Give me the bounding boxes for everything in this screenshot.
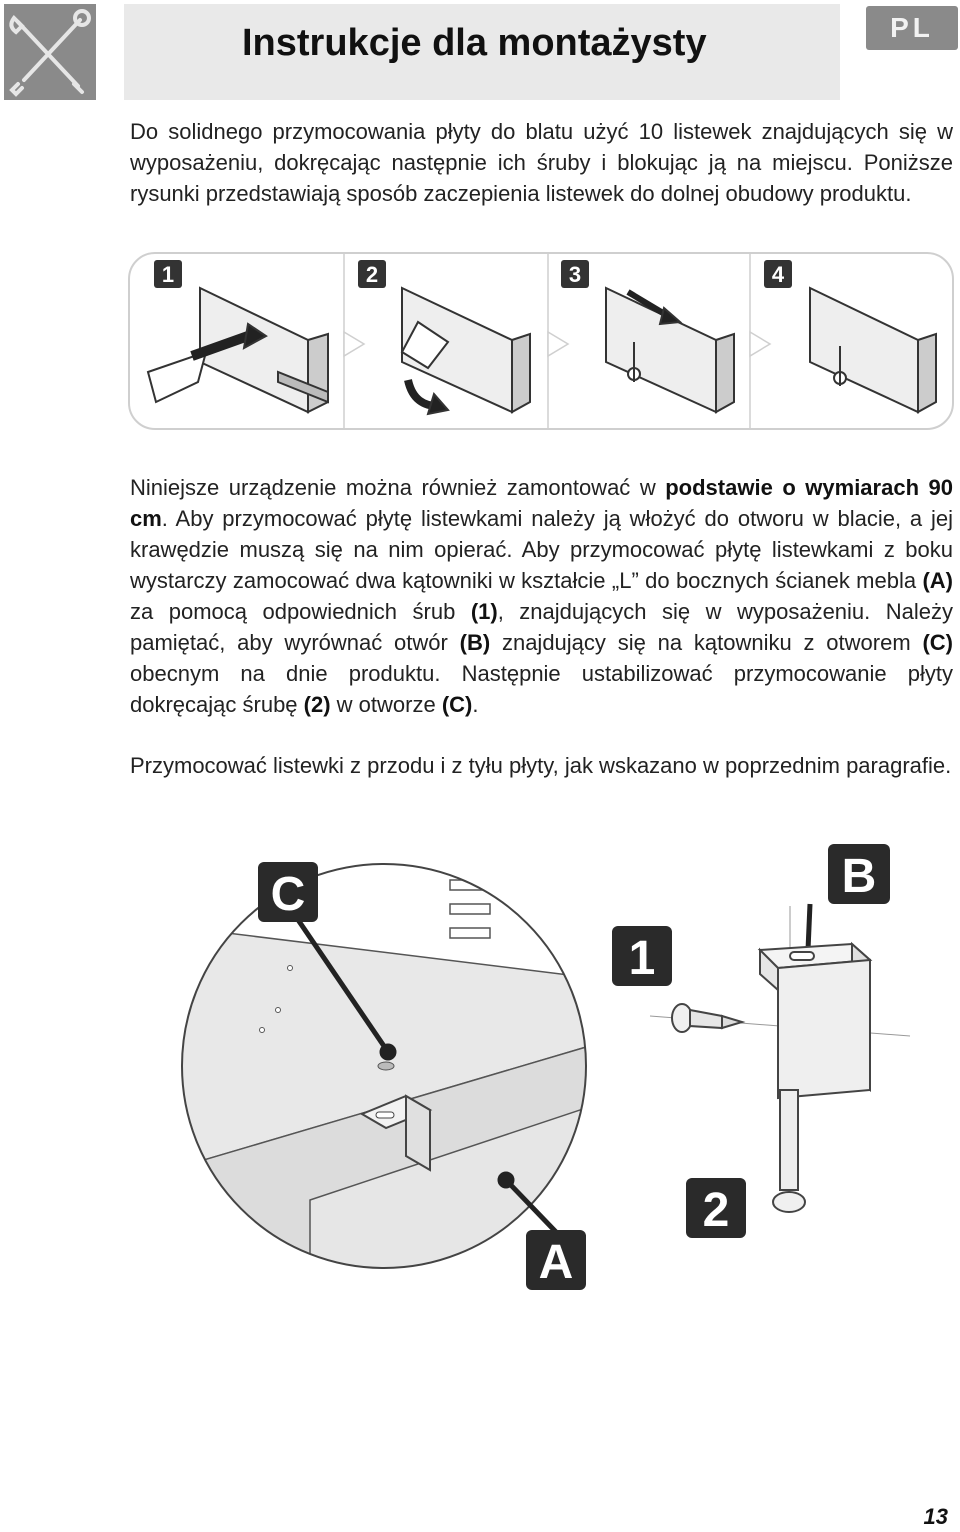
bracket-detail-illustration (170, 840, 930, 1310)
p2-text-5: znajdujący się na kątowniku z otworem (490, 630, 923, 655)
final-paragraph: Przymocować listewki z przodu i z tyłu płyty, jak wskazano w poprzednim paragrafie. (130, 753, 952, 778)
step-label-1: 1 (161, 262, 175, 287)
p2-bold-2: (A) (922, 568, 953, 593)
label-2: 2 (702, 1184, 730, 1237)
p2-bold-3: (1) (470, 599, 498, 624)
p2-bold-6: (2) (303, 692, 331, 717)
mounting-steps-illustration (128, 252, 954, 430)
intro-paragraph: Do solidnego przymocowania płyty do blatu użyć 10 listewek znajdujących się w wyposażeniu, dokręcając następnie ich śruby i blokując ją na miejscu. Poniższe rysunki przedstawiają sposób zaczepienia listewek do dolnej obudowy produktu. (130, 119, 953, 206)
tools-icon (4, 4, 96, 100)
page-title: Instrukcje dla montażysty (242, 22, 707, 64)
p2-bold-1: podstawie o wymiarach 90 cm (130, 475, 953, 531)
exploded-bracket-drawing (650, 906, 910, 1212)
p2-bold-5: (C) (922, 630, 953, 655)
mounting-paragraph (130, 472, 953, 720)
p2-bold-4: (B) (459, 630, 491, 655)
label-b: B (841, 850, 877, 903)
header-icon-box (4, 4, 96, 100)
p2-text-8: . (472, 692, 479, 717)
label-a: A (538, 1236, 574, 1289)
p2-text-2: . Aby przymocować płytę listewkami należy ją włożyć do otworu w blacie, a jej krawędzie muszą się na nim opierać. Aby przymocować płytę listewkami z boku wystarczy zamocować dwa kątowniki w kształcie „L” do bocznych ścianek mebla (130, 506, 953, 593)
p2-bold-7: (C) (441, 692, 473, 717)
label-c: C (270, 868, 306, 921)
language-badge: PL (866, 6, 958, 50)
step-label-3: 3 (568, 262, 582, 287)
p2-text-3: za pomocą odpowiednich śrub (130, 599, 471, 624)
p2-text-6: obecnym na dnie produktu. Następnie ustabilizować przymocowanie płyty dokręcając śrubę (130, 661, 953, 717)
page-number: 13 (923, 1504, 948, 1529)
p2-text-1: Niniejsze urządzenie można również zamontować w (130, 475, 666, 500)
label-1: 1 (628, 932, 656, 985)
step-label-2: 2 (365, 262, 379, 287)
p2-text-4: , znajdujących się w wyposażeniu. Należy pamiętać, aby wyrównać otwór (130, 599, 954, 655)
step-label-4: 4 (771, 262, 785, 287)
p2-text-7: w otworze (330, 692, 442, 717)
